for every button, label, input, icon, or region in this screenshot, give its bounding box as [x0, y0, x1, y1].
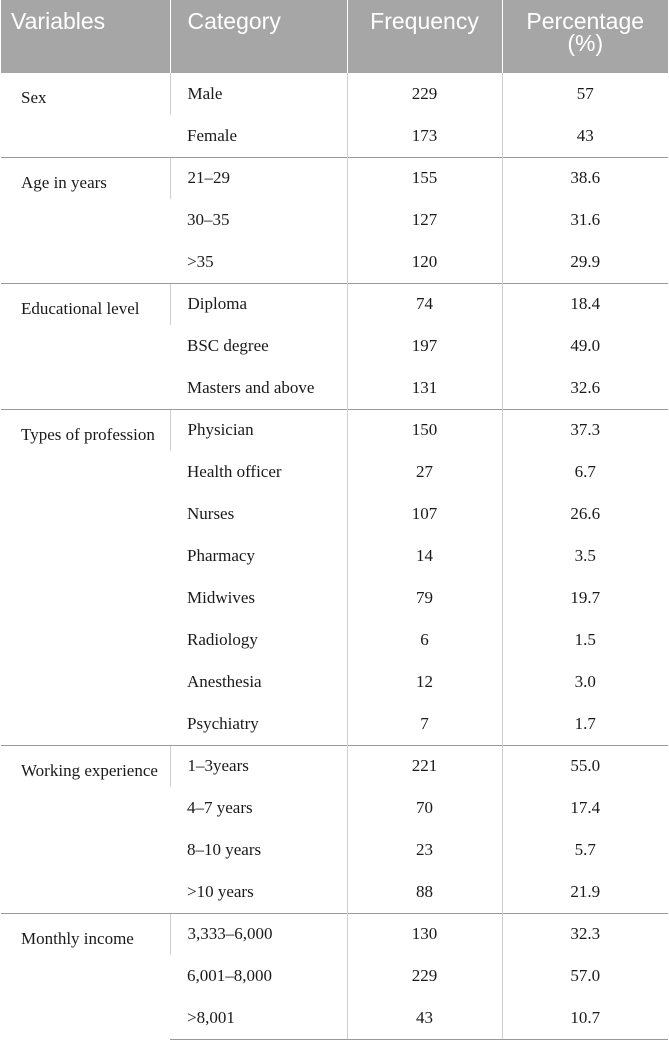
- percentage-cell: 18.4: [502, 283, 668, 325]
- table-row: [1, 283, 668, 325]
- variable-cell: Types of profession: [1, 409, 170, 745]
- table-row: [1, 913, 668, 955]
- percentage-cell: 19.7: [502, 577, 668, 619]
- category-cell: 6,001–8,000: [187, 966, 272, 985]
- variable-cell: Educational level: [1, 283, 170, 409]
- frequency-cell: 23: [347, 829, 502, 871]
- category-cell: >10 years: [187, 881, 254, 901]
- frequency-cell: 197: [347, 325, 502, 367]
- variable-cell: Working experience: [1, 745, 170, 913]
- header-category: Category: [170, 0, 347, 73]
- frequency-cell: 27: [347, 451, 502, 493]
- frequency-cell: 88: [347, 871, 502, 913]
- category-cell: Masters and above: [187, 377, 315, 397]
- percentage-cell: 38.6: [502, 157, 668, 199]
- frequency-cell: 150: [347, 409, 502, 451]
- category-cell: 4–7 years: [187, 798, 253, 817]
- category-cell: Radiology: [187, 630, 258, 649]
- table-row: [1, 409, 668, 451]
- percentage-cell: 1.7: [502, 703, 668, 745]
- percentage-cell: 10.7: [502, 997, 668, 1039]
- frequency-cell: 173: [347, 115, 502, 157]
- category-cell: 30–35: [187, 210, 230, 229]
- frequency-cell: 229: [347, 955, 502, 997]
- category-cell: Female: [187, 125, 238, 145]
- frequency-cell: 79: [347, 577, 502, 619]
- frequency-cell: 74: [347, 283, 502, 325]
- variable-cell: Sex: [21, 88, 47, 107]
- variable-cell: Monthly income: [1, 913, 170, 1039]
- percentage-cell: 3.5: [502, 535, 668, 577]
- frequency-cell: 120: [347, 241, 502, 283]
- data-table: [1, 0, 668, 1040]
- frequency-cell: 131: [347, 367, 502, 409]
- category-cell: >8,001: [170, 997, 347, 1039]
- category-cell: 21–29: [170, 157, 347, 199]
- percentage-cell: 57: [502, 73, 668, 115]
- frequency-cell: 43: [347, 997, 502, 1039]
- percentage-cell: 1.5: [502, 619, 668, 661]
- table-row: [1, 73, 668, 115]
- category-cell: Midwives: [187, 588, 255, 607]
- category-cell: 1–3years: [170, 745, 347, 787]
- header-percentage: Percentage (%): [502, 0, 668, 73]
- frequency-cell: 70: [347, 787, 502, 829]
- frequency-cell: 107: [347, 493, 502, 535]
- category-cell: 3,333–6,000: [170, 913, 347, 955]
- category-cell: Diploma: [170, 283, 347, 325]
- frequency-cell: 7: [347, 703, 502, 745]
- frequency-cell: 6: [347, 619, 502, 661]
- percentage-cell: 57.0: [502, 955, 668, 997]
- frequency-cell: 229: [347, 73, 502, 115]
- percentage-cell: 32.3: [502, 913, 668, 955]
- percentage-cell: 3.0: [502, 661, 668, 703]
- percentage-cell: 31.6: [502, 199, 668, 241]
- percentage-cell: 6.7: [502, 451, 668, 493]
- category-cell: >35: [187, 251, 214, 271]
- frequency-cell: 12: [347, 661, 502, 703]
- category-cell: Psychiatry: [187, 713, 259, 733]
- header-variables: Variables: [1, 0, 170, 73]
- percentage-cell: 5.7: [502, 829, 668, 871]
- category-cell: BSC degree: [187, 336, 269, 355]
- category-cell: Anesthesia: [187, 672, 262, 691]
- percentage-cell: 26.6: [502, 493, 668, 535]
- percentage-cell: 29.9: [502, 241, 668, 283]
- frequency-cell: 127: [347, 199, 502, 241]
- category-cell: 8–10 years: [187, 840, 262, 859]
- header-row: [1, 0, 668, 73]
- percentage-cell: 55.0: [502, 745, 668, 787]
- table-header: [1, 0, 668, 73]
- table-row: [1, 157, 668, 199]
- table-row: [1, 745, 668, 787]
- header-frequency: Frequency: [347, 0, 502, 73]
- frequency-cell: 14: [347, 535, 502, 577]
- category-cell: Nurses: [187, 504, 235, 523]
- category-cell: Male: [170, 73, 347, 115]
- percentage-cell: 21.9: [502, 871, 668, 913]
- frequency-cell: 130: [347, 913, 502, 955]
- percentage-cell: 17.4: [502, 787, 668, 829]
- frequency-cell: 155: [347, 157, 502, 199]
- variable-cell: Age in years: [1, 157, 170, 283]
- table-body: [1, 73, 668, 1039]
- frequency-cell: 221: [347, 745, 502, 787]
- category-cell: Pharmacy: [187, 546, 255, 565]
- percentage-cell: 37.3: [502, 409, 668, 451]
- percentage-cell: 32.6: [502, 367, 668, 409]
- category-cell: Physician: [170, 409, 347, 451]
- percentage-cell: 49.0: [502, 325, 668, 367]
- percentage-cell: 43: [502, 115, 668, 157]
- category-cell: Health officer: [187, 462, 282, 481]
